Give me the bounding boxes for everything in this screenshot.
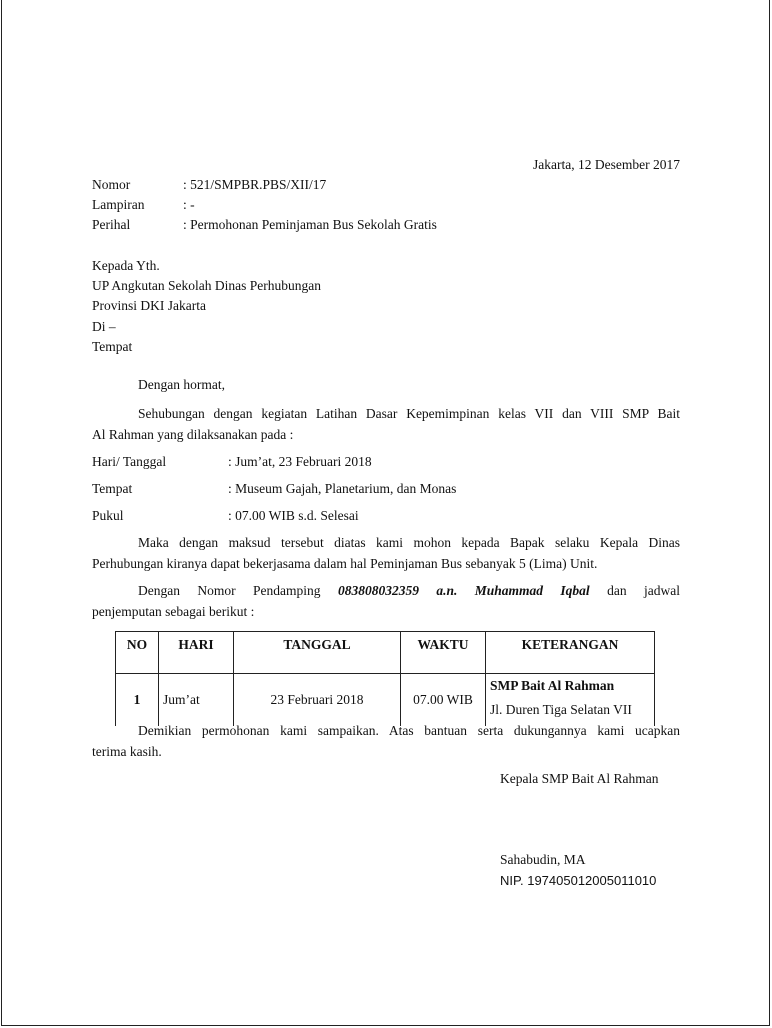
table-row [116,674,655,727]
th-keterangan: KETERANGAN [486,632,655,674]
escort-line-1 [92,580,680,601]
event-label-place: Tempat [92,481,133,496]
meta-label-nomor: Nomor [92,177,131,192]
cell-waktu: 07.00 WIB [401,674,486,727]
signer-nip: NIP. 197405012005011010 [500,873,657,888]
schedule-table [115,631,655,726]
meta-label-lampiran: Lampiran [92,197,145,212]
meta-value-nomor: : 521/SMPBR.PBS/XII/17 [183,177,327,192]
th-no: NO [116,632,159,674]
event-value-date: : Jum’at, 23 Februari 2018 [228,454,372,469]
th-waktu: WAKTU [401,632,486,674]
table-header-row [116,632,655,674]
closing-paragraph [92,720,680,762]
cell-no: 1 [116,674,159,727]
cell-hari: Jum’at [159,674,234,727]
event-label-time: Pukul [92,508,124,523]
intro-line-2: Al Rahman yang dilaksanakan pada : [92,427,294,442]
recipient-line-2: UP Angkutan Sekolah Dinas Perhubungan [92,278,321,293]
event-value-place: : Museum Gajah, Planetarium, dan Monas [228,481,457,496]
meta-label-perihal: Perihal [92,217,131,232]
th-hari: HARI [159,632,234,674]
greeting: Dengan hormat, [138,377,225,392]
escort-paragraph [92,580,680,622]
escort-prefix: Dengan Nomor Pendamping [138,583,321,598]
cell-tanggal: 23 Februari 2018 [234,674,401,727]
event-value-time: : 07.00 WIB s.d. Selesai [228,508,359,523]
letter-date: Jakarta, 12 Desember 2017 [533,157,680,172]
meta-value-perihal: : Permohonan Peminjaman Bus Sekolah Gratis [183,217,437,232]
recipient-line-3: Provinsi DKI Jakarta [92,298,206,313]
escort-suffix: dan jadwal [607,583,680,598]
closing-line-2: terima kasih. [92,744,162,759]
signer-name: Sahabudin, MA [500,852,586,867]
recipient-line-1: Kepada Yth. [92,258,160,273]
cell-ket-title: SMP Bait Al Rahman [490,678,615,693]
recipient-line-4: Di – [92,319,116,334]
th-tanggal: TANGGAL [234,632,401,674]
cell-keterangan [486,674,655,727]
request-paragraph [92,532,680,574]
closing-line-1: Demikian permohonan kami sampaikan. Atas bantuan serta dukungannya kami ucapkan [138,723,680,738]
recipient-line-5: Tempat [92,339,133,354]
meta-value-lampiran: : - [183,197,195,212]
request-line-2: Perhubungan kiranya dapat bekerjasama dalam hal Peminjaman Bus sebanyak 5 (Lima) Unit. [92,556,598,571]
escort-contact: 083808032359 a.n. Muhammad Iqbal [337,583,590,598]
request-line-1: Maka dengan maksud tersebut diatas kami mohon kepada Bapak selaku Kepala Dinas [138,535,680,550]
intro-paragraph [92,403,680,445]
intro-line-1: Sehubungan dengan kegiatan Latihan Dasar Kepemimpinan kelas VII dan VIII SMP Bait [138,406,680,421]
cell-ket-detail: Jl. Duren Tiga Selatan VII [490,702,632,717]
signer-title: Kepala SMP Bait Al Rahman [500,771,659,786]
escort-line-2: penjemputan sebagai berikut : [92,604,255,619]
event-label-date: Hari/ Tanggal [92,454,167,469]
